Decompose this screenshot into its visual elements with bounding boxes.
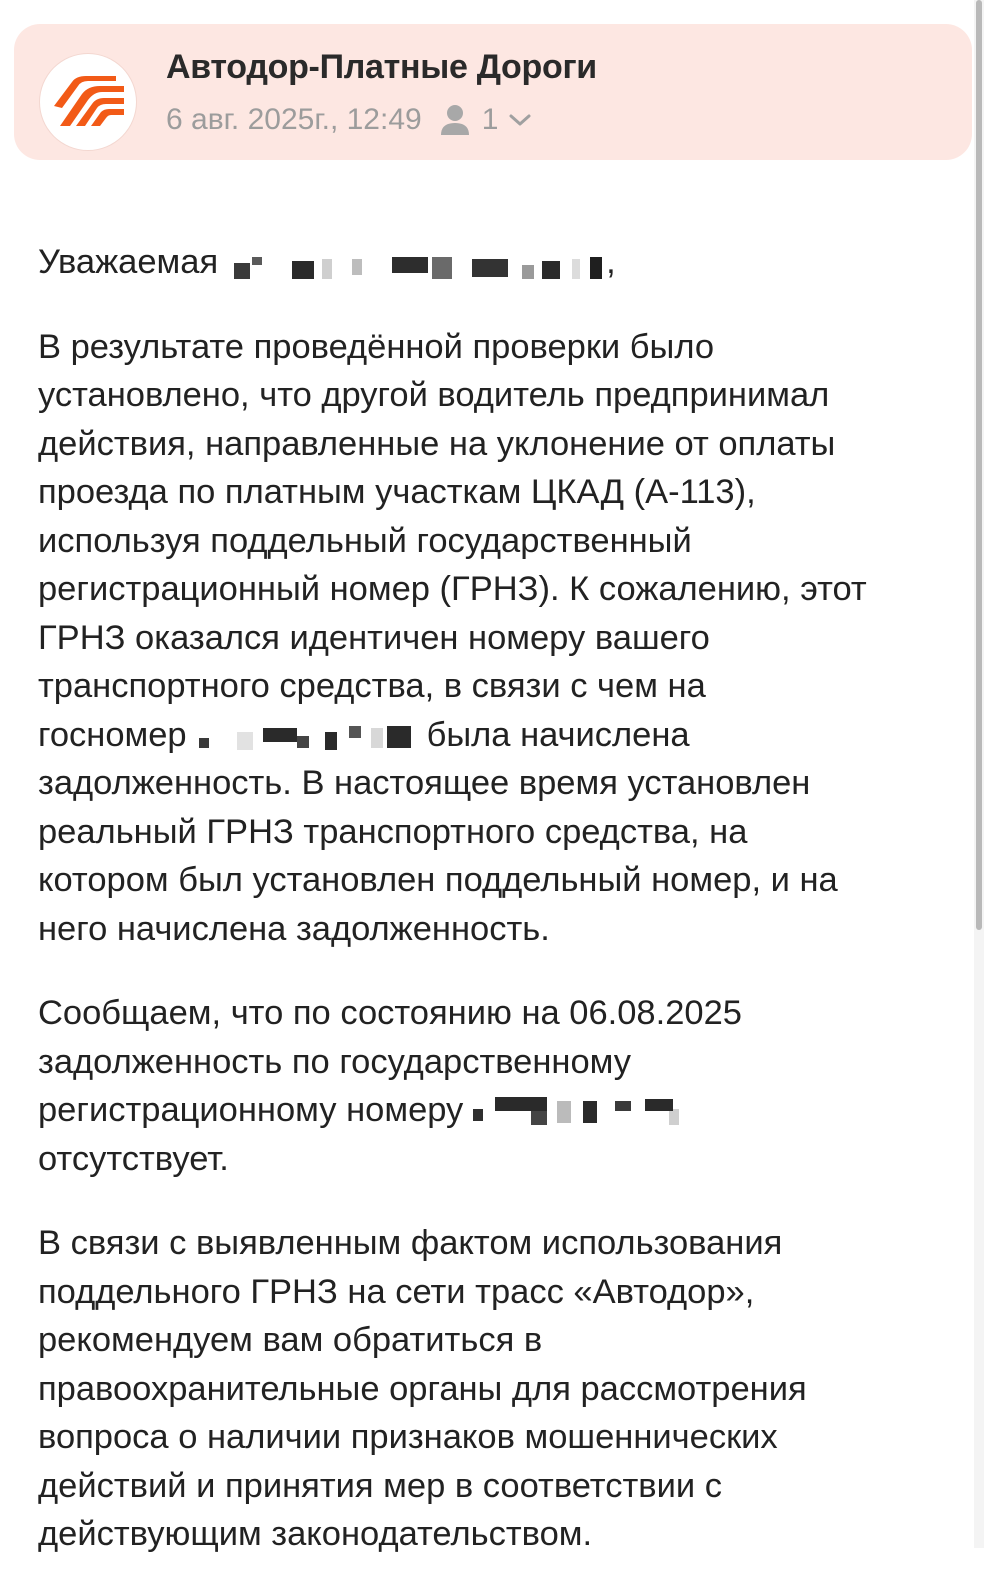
sender-name[interactable]: Автодор-Платные Дороги [166,48,597,86]
text-line: проезда по платным участкам ЦКАД (А-113), [38,473,756,511]
paragraph-1 [38,323,958,954]
text-line: задолженность. В настоящее время установлен [38,764,811,802]
text-line: действующим законодательством. [38,1515,593,1553]
plate-line [38,1086,958,1135]
text-line: действий и принятия мер в соответствии с [38,1466,722,1505]
avtodor-logo-icon [54,76,124,128]
text-line: Сообщаем, что по состоянию на 06.08.2025 [38,994,742,1032]
sender-avatar[interactable] [40,54,136,150]
message-meta [166,100,532,140]
person-icon [440,104,470,136]
text-line: ГРНЗ оказался идентичен номеру вашего [38,618,710,657]
scrollbar-thumb[interactable] [976,0,982,930]
recipients-count[interactable]: 1 [481,103,499,136]
text-line: регистрационный номер (ГРНЗ). К сожалению, этот [38,570,867,608]
text-line: отсутствует. [38,1139,229,1178]
text-line: рекомендуем вам обратиться в [38,1321,543,1359]
greeting-text: Уважаемая [38,243,219,281]
chevron-down-icon[interactable] [508,112,532,128]
paragraph-2 [38,989,958,1183]
text-line: установлено, что другой водитель предпринимал [38,376,830,414]
greeting-comma: , [606,243,616,281]
greeting [38,238,958,287]
email-header [14,24,972,160]
text-line: вопроса о наличии признаков мошеннических [38,1418,778,1456]
text-line: задолженность по государственному [38,1042,632,1081]
plate-suffix: была начислена [426,715,690,754]
text-line: В связи с выявленным фактом использования [38,1224,783,1262]
text-line: правоохранительные органы для рассмотрения [38,1369,807,1408]
text-line: В результате проведённой проверки было [38,327,715,366]
plate-line [38,711,958,760]
message-date: 6 авг. 2025г., 12:49 [166,103,422,136]
text-line: транспортного средства, в связи с чем на [38,667,706,705]
text-line: котором был установлен поддельный номер, и на [38,861,838,899]
redacted-plate [197,722,423,752]
plate-prefix: госномер [38,715,187,754]
text-line: действия, направленные на уклонение от оплаты [38,424,836,463]
redacted-name [222,249,606,279]
plate-prefix: регистрационному номеру [38,1091,464,1129]
redacted-plate [473,1097,683,1127]
text-line: поддельного ГРНЗ на сети трасс «Автодор», [38,1272,755,1311]
text-line: него начислена задолженность. [38,909,550,948]
text-line: реальный ГРНЗ транспортного средства, на [38,812,748,851]
text-line: используя поддельный государственный [38,521,692,560]
paragraph-3 [38,1219,958,1559]
greeting-line [38,238,958,287]
email-body [38,238,958,1595]
scrollbar[interactable] [974,0,984,1548]
